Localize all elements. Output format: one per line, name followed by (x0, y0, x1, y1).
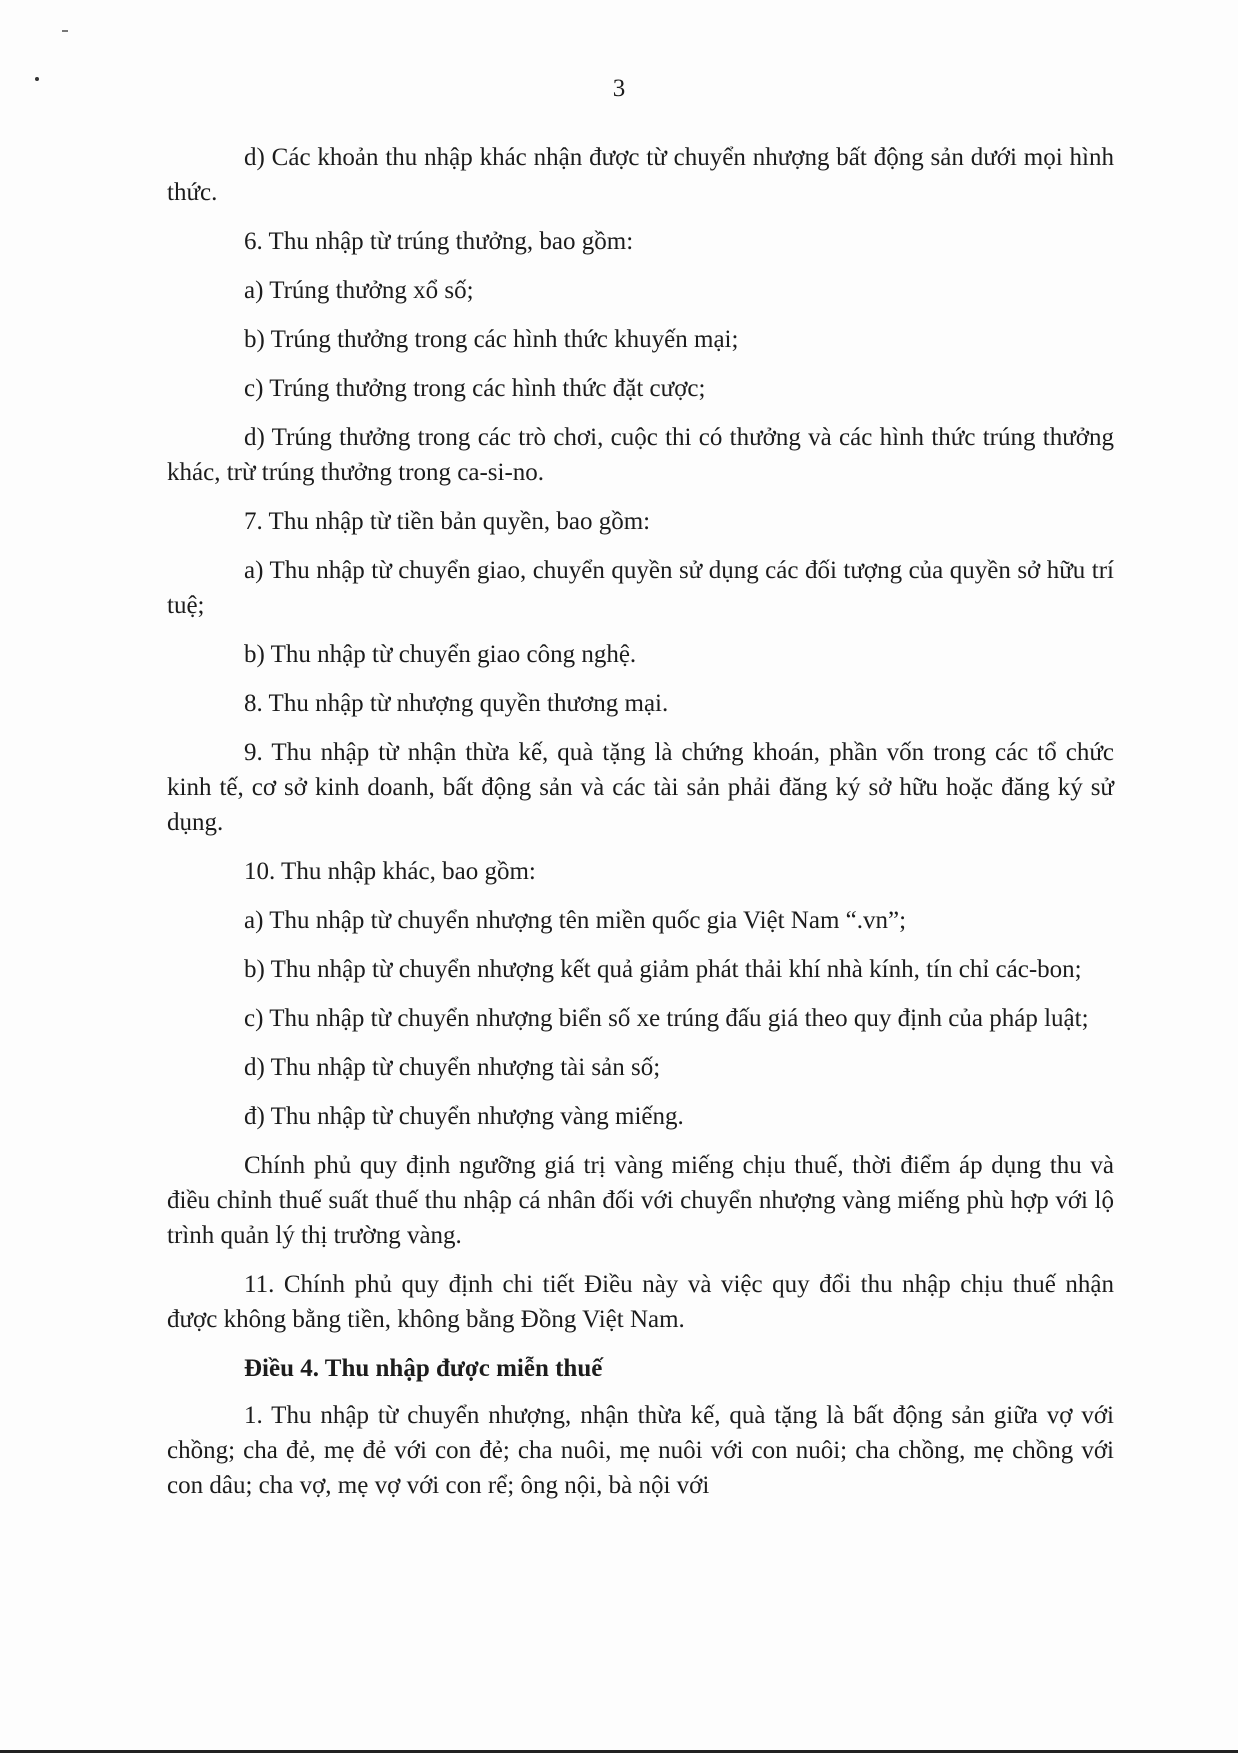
scan-artifact (62, 30, 68, 32)
paragraph: đ) Thu nhập từ chuyển nhượng vàng miếng. (244, 1103, 684, 1130)
page-number: 3 (612, 75, 626, 102)
paragraph: c) Thu nhập từ chuyển nhượng biển số xe trúng đấu giá theo quy định của pháp luật; (244, 1005, 1089, 1032)
paragraph: d) Thu nhập từ chuyển nhượng tài sản số; (244, 1054, 661, 1081)
paragraph: 1. Thu nhập từ chuyển nhượng, nhận thừa kế, quà tặng là bất động sản giữa vợ với chồng; cha đẻ, mẹ đẻ với con đẻ; cha nuôi, mẹ nuôi với con nuôi; cha chồng, mẹ chồng với con dâu; cha vợ, mẹ vợ với con rể; ông nội, bà nội với (167, 1402, 1114, 1499)
paragraph: 9. Thu nhập từ nhận thừa kế, quà tặng là chứng khoán, phần vốn trong các tổ chức kinh tế, cơ sở kinh doanh, bất động sản và các tài sản phải đăng ký sở hữu hoặc đăng ký sử dụng. (167, 739, 1114, 836)
paragraph: Chính phủ quy định ngưỡng giá trị vàng miếng chịu thuế, thời điểm áp dụng thu và điều chỉnh thuế suất thuế thu nhập cá nhân đối với chuyển nhượng vàng miếng phù hợp với lộ trình quản lý thị trường vàng. (167, 1152, 1114, 1249)
paragraph: b) Thu nhập từ chuyển nhượng kết quả giảm phát thải khí nhà kính, tín chỉ các-bon; (244, 956, 1082, 983)
article-heading: Điều 4. Thu nhập được miễn thuế (244, 1355, 603, 1382)
paragraph: d) Trúng thưởng trong các trò chơi, cuộc thi có thưởng và các hình thức trúng thưởng khác, trừ trúng thưởng trong ca-si-no. (167, 424, 1114, 486)
paragraph: b) Trúng thưởng trong các hình thức khuyến mại; (244, 326, 739, 353)
paragraph: d) Các khoản thu nhập khác nhận được từ chuyển nhượng bất động sản dưới mọi hình thức. (167, 144, 1114, 206)
document-body (167, 140, 1114, 1517)
paragraph: a) Thu nhập từ chuyển nhượng tên miền quốc gia Việt Nam “.vn”; (244, 907, 907, 934)
paragraph: 11. Chính phủ quy định chi tiết Điều này và việc quy đổi thu nhập chịu thuế nhận được không bằng tiền, không bằng Đồng Việt Nam. (167, 1271, 1114, 1333)
paragraph: a) Trúng thưởng xổ số; (244, 277, 474, 304)
paragraph: 10. Thu nhập khác, bao gồm: (244, 858, 536, 885)
paragraph: c) Trúng thưởng trong các hình thức đặt cược; (244, 375, 706, 402)
paragraph: a) Thu nhập từ chuyển giao, chuyển quyền sử dụng các đối tượng của quyền sở hữu trí tuệ; (167, 557, 1114, 619)
paragraph: b) Thu nhập từ chuyển giao công nghệ. (244, 641, 637, 668)
paragraph: 7. Thu nhập từ tiền bản quyền, bao gồm: (244, 508, 651, 535)
paragraph: 6. Thu nhập từ trúng thưởng, bao gồm: (244, 228, 634, 255)
paragraph: 8. Thu nhập từ nhượng quyền thương mại. (244, 690, 669, 717)
